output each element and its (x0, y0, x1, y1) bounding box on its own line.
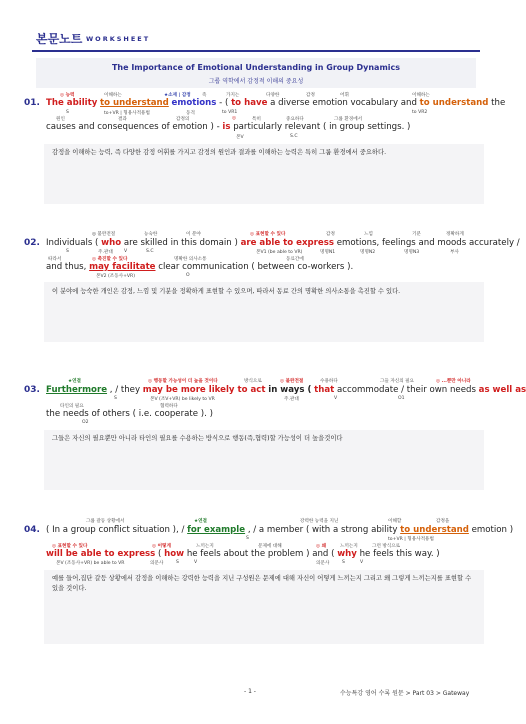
annotation: 명확한 의사소통 (174, 257, 207, 262)
phrase: he feels this way. ) (359, 549, 440, 559)
phrase: why (337, 549, 357, 559)
annotation: ◎ 표현할 수 있다 (250, 232, 286, 237)
annotation: 감정의 (176, 117, 190, 122)
annotation: 그들 자신의 필요 (380, 379, 414, 384)
annotation: 특히 (252, 117, 261, 122)
annotation: ★소재 | 감정 (164, 93, 191, 98)
annotation: V (194, 560, 198, 565)
phrase: the (491, 98, 506, 108)
annotation: V (334, 396, 338, 401)
phrase: may be more likely to act (142, 385, 266, 395)
annotation: 명명N1 (320, 250, 336, 255)
phrase: how (164, 549, 185, 559)
header-title: 본문노트 (36, 32, 83, 46)
annotation: 본V (236, 135, 244, 140)
phrase: , / they (109, 385, 141, 395)
annotation: ★연결 (68, 379, 81, 384)
phrase: will be able to express (46, 549, 156, 559)
annotation: 명명N2 (360, 250, 376, 255)
annotation: V (124, 249, 128, 254)
annotation: 이해하는 (412, 93, 430, 98)
annotation: 동격 (186, 111, 195, 116)
phrase: - ( (219, 98, 229, 108)
annotation: 감정 (306, 93, 315, 98)
annotation: 원인 (56, 117, 65, 122)
annotation: 어휘 (340, 93, 349, 98)
phrase: to understand (100, 98, 169, 108)
annotation: to VR1 (222, 110, 238, 115)
sentence-line (46, 98, 505, 108)
header-divider (32, 50, 480, 52)
phrase: that (314, 385, 335, 395)
phrase: as well as (478, 385, 526, 395)
sentence-line (46, 385, 526, 395)
annotation: 본V2 (조동사+VR) (96, 274, 136, 279)
annotation: 타인의 필요 (60, 404, 84, 409)
annotation: ◎ 왜 (316, 544, 327, 549)
annotation: S (342, 560, 345, 565)
translation-text: 그들은 자신의 필요뿐만 아니라 타인의 필요를 수용하는 방식으로 행동(즉,협력)할 가능성이 더 높을것이다 (52, 435, 343, 442)
annotation: S (114, 396, 117, 401)
annotation: V (360, 560, 364, 565)
annotation: O (186, 273, 190, 278)
sentence-line (46, 238, 520, 248)
annotation: 감정 (326, 232, 335, 237)
annotation: 그룹 환경에서 (334, 117, 363, 122)
phrase: in ways ( (268, 385, 312, 395)
phrase: he feels about the problem ) and ( (186, 549, 335, 559)
sentence-line (46, 525, 513, 535)
annotation: ◎ 불완전절 (92, 232, 116, 237)
annotation: 의문사 (150, 561, 164, 566)
phrase: accommodate / their own needs (337, 385, 476, 395)
phrase: a diverse emotion vocabulary and (270, 98, 417, 108)
annotation: ★연결 (194, 519, 207, 524)
annotation: 본V (조V+VR) be likely to VR (150, 397, 215, 402)
phrase: for example (187, 525, 246, 535)
annotation: 그런 방식으로 (372, 544, 401, 549)
annotation: 본V (조동사+VR) be able to VR (56, 561, 125, 566)
title-korean: 그룹 역학에서 감정적 이해의 중요성 (208, 78, 304, 85)
annotation: O2 (82, 420, 89, 425)
annotation: ◎ 촉진할 수 있다 (92, 257, 128, 262)
sentence-line (46, 122, 410, 132)
annotation: 주.관대 (98, 250, 113, 255)
annotation: 즉 (202, 93, 207, 98)
annotation: 그룹 갈등 상황에서 (86, 519, 125, 524)
annotation: 따라서 (48, 257, 62, 262)
annotation: S (66, 249, 69, 254)
sentence-number: 03. (24, 385, 40, 395)
phrase: emotion ) (471, 525, 514, 535)
translation-text: 이 분야에 능숙한 개인은 감정, 느낌 및 기분을 정확하게 표현할 수 있으며, 따라서 동료 간의 명확한 의사소통을 촉진할 수 있다. (52, 288, 401, 295)
sentence-number: 02. (24, 238, 40, 248)
annotation: 이해할 (388, 519, 402, 524)
phrase: to understand (419, 98, 489, 108)
annotation: 명명N3 (404, 250, 420, 255)
phrase: emotions, feelings and moods accurately / (336, 238, 520, 248)
annotation: 감정을 (436, 519, 450, 524)
sentence-number: 01. (24, 98, 40, 108)
annotation: 느끼는지 (340, 544, 358, 549)
sentence-line (46, 409, 213, 419)
sentence-number: 04. (24, 525, 40, 535)
phrase: emotions (171, 98, 217, 108)
annotation: ◎ 불완전절 (280, 379, 304, 384)
annotation: 느끼는지 (196, 544, 214, 549)
annotation: to+VR | 형용사적용법 (104, 111, 150, 116)
phrase: ( In a group conflict situation ), / (46, 525, 185, 535)
annotation: ◎ 능력 (60, 93, 75, 98)
annotation: S.C (146, 249, 154, 254)
annotation: 협력하다 (160, 404, 178, 409)
annotation: ◎ 행동할 가능성이 더 높을 것이다 (148, 379, 218, 384)
phrase: are able to express (240, 238, 334, 248)
annotation: 방식으로 (244, 379, 262, 384)
annotation: S (246, 536, 249, 541)
sentence-line (46, 262, 353, 272)
phrase: particularly relevant ( in group settings. ) (233, 122, 411, 132)
phrase: may facilitate (89, 262, 156, 272)
annotation: 이해하는 (104, 93, 122, 98)
annotation: S (176, 560, 179, 565)
annotation: 이 분야 (186, 232, 201, 237)
annotation: 다양한 (266, 93, 280, 98)
annotation: 수용하다 (320, 379, 338, 384)
annotation: 기분 (412, 232, 421, 237)
phrase: ( (158, 549, 162, 559)
phrase: to understand (400, 525, 469, 535)
phrase: Individuals ( (46, 238, 99, 248)
annotation: ◎ 표현할 수 있다 (52, 544, 88, 549)
annotation: ◎ (232, 116, 237, 121)
annotation: 중요하다 (286, 117, 304, 122)
phrase: who (101, 238, 122, 248)
annotation: 의문사 (316, 561, 330, 566)
annotation: 느낌 (364, 232, 373, 237)
page-number: - 1 - (244, 688, 256, 695)
phrase: the needs of others ( i.e. cooperate ). ) (46, 409, 213, 419)
annotation: to VR2 (412, 110, 428, 115)
phrase: is (222, 122, 231, 132)
phrase: Furthermore (46, 385, 108, 395)
annotation: S.C (290, 134, 298, 139)
translation-text: 감정을 이해하는 능력, 즉 다양한 감정 어휘를 가지고 감정의 원인과 결과를 이해하는 능력은 특히 그룹 환경에서 중요하다. (52, 149, 387, 156)
annotation: S (66, 110, 69, 115)
sentence-line (46, 549, 440, 559)
annotation: 결과 (118, 117, 127, 122)
translation-text: 예를 들어,집단 갈등 상황에서 감정을 이해하는 강력한 능력을 지닌 구성원은 문제에 대해 자신이 어떻게 느끼는지 그리고 왜 그렇게 느끼는지를 표현할 수 있을 것이다. (52, 575, 472, 592)
annotation: 주.관대 (284, 397, 299, 402)
phrase: and thus, (46, 262, 87, 272)
annotation: 가지는 (226, 93, 240, 98)
annotation: O1 (398, 396, 405, 401)
phrase: The ability (46, 98, 98, 108)
phrase: causes and consequences of emotion ) - (46, 122, 220, 132)
header-label: WORKSHEET (86, 35, 151, 43)
annotation: 강력한 능력을 지닌 (300, 519, 339, 524)
annotation: ◎ ...뿐만 아니라 (436, 379, 471, 384)
annotation: 정확하게 (446, 232, 464, 237)
annotation: to+VR | 형용사적용법 (388, 537, 434, 542)
source-breadcrumb: 수능특강 영어 수록 원문 > Part 03 > Gateway (340, 690, 470, 697)
phrase: are skilled in this domain ) (123, 238, 238, 248)
phrase: clear communication ( between co-workers ). (158, 262, 354, 272)
title-english: The Importance of Emotional Understanding in Group Dynamics (111, 63, 401, 72)
annotation: 문제에 대해 (258, 544, 282, 549)
annotation: 본V1 (be able to VR) (256, 250, 303, 255)
annotation: ◎ 어떻게 (152, 544, 171, 549)
phrase: to have (231, 98, 268, 108)
annotation: 부사 (450, 250, 459, 255)
annotation: 동료간에 (286, 257, 304, 262)
annotation: 능숙한 (144, 232, 158, 237)
phrase: , / a member ( with a strong ability (247, 525, 398, 535)
